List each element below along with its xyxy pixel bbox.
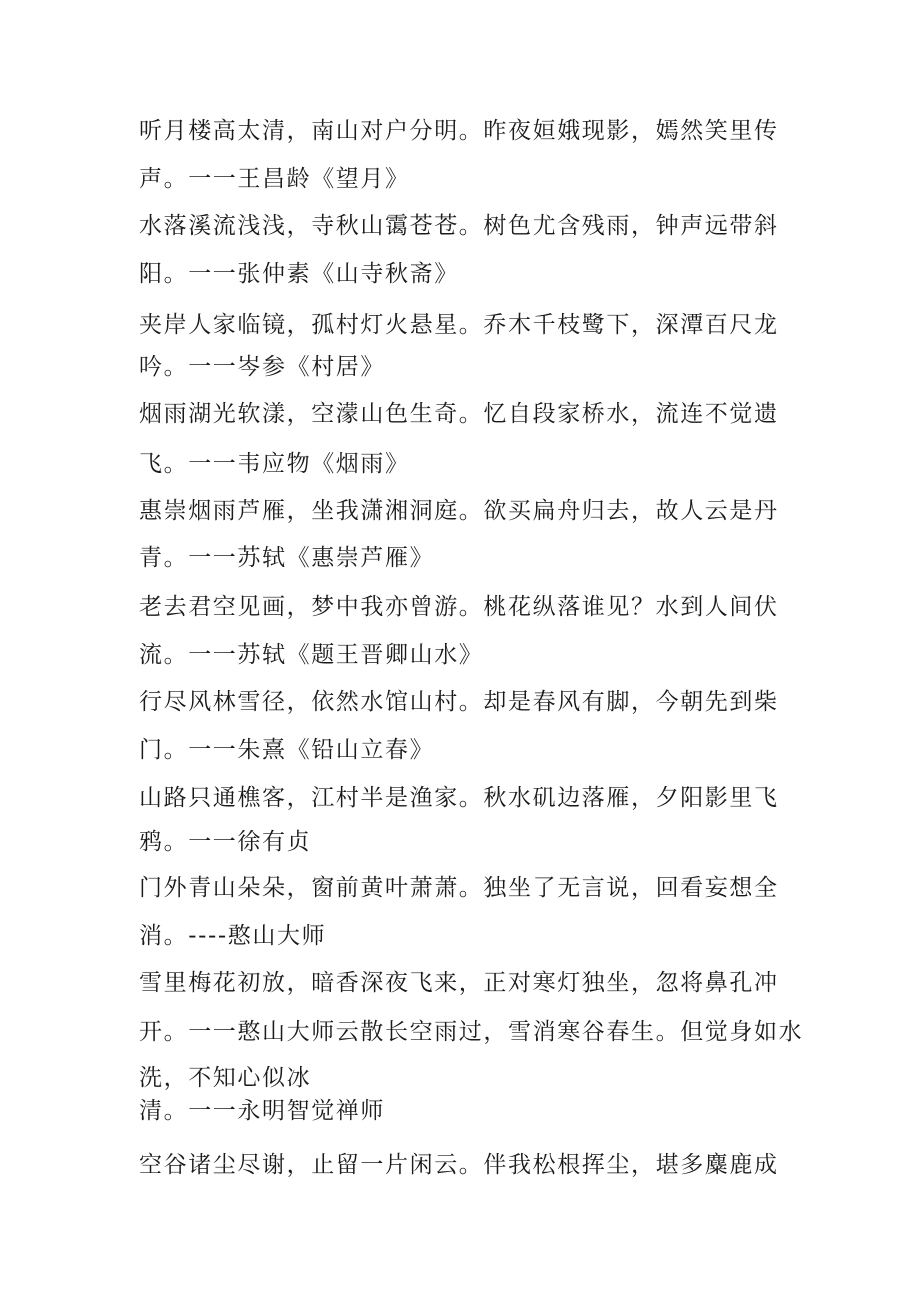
text-line: 青。一一苏轼《惠崇芦雁》 — [139, 545, 435, 571]
text-line: 门。一一朱熹《铅山立春》 — [139, 737, 435, 763]
text-line: 老去君空见画，梦中我亦曾游。桃花纵落谁见？水到人间伏 — [139, 594, 779, 620]
text-line: 洗，不知心似冰 — [139, 1065, 312, 1091]
text-line: 吟。一一岑参《村居》 — [139, 354, 385, 380]
text-line: 消。----憨山大师 — [139, 923, 327, 949]
text-line: 鸦。一一徐有贞 — [139, 829, 312, 855]
text-line: 阳。一一张仲素《山寺秋斋》 — [139, 261, 459, 287]
text-line: 空谷诸尘尽谢，止留一片闲云。伴我松根挥尘，堪多麋鹿成 — [139, 1152, 779, 1178]
text-line: 声。一一王昌龄《望月》 — [139, 166, 410, 192]
text-line: 山路只通樵客，江村半是渔家。秋水矶边落雁，夕阳影里飞 — [139, 785, 779, 811]
text-line: 惠崇烟雨芦雁，坐我潇湘洞庭。欲买扁舟归去，故人云是丹 — [139, 498, 779, 524]
text-line: 听月楼高太清，南山对户分明。昨夜姮娥现影，嫣然笑里传 — [139, 118, 779, 144]
text-line: 门外青山朵朵，窗前黄叶萧萧。独坐了无言说，回看妄想全 — [139, 875, 779, 901]
text-line: 行尽风林雪径，依然水馆山村。却是春风有脚，今朝先到柴 — [139, 689, 779, 715]
text-line: 夹岸人家临镜，孤村灯火悬星。乔木千枝鹭下，深潭百尺龙 — [139, 312, 779, 338]
text-line: 流。一一苏轼《题王晋卿山水》 — [139, 642, 484, 668]
text-line: 开。一一憨山大师云散长空雨过，雪消寒谷春生。但觉身如水 — [139, 1019, 804, 1045]
text-line: 雪里梅花初放，暗香深夜飞来，正对寒灯独坐，忽将鼻孔冲 — [139, 970, 779, 996]
text-line: 水落溪流浅浅，寺秋山霭苍苍。树色尤含残雨，钟声远带斜 — [139, 213, 779, 239]
text-line: 烟雨湖光软漾，空濛山色生奇。忆自段家桥水，流连不觉遗 — [139, 401, 779, 427]
text-line: 清。一一永明智觉禅师 — [139, 1098, 385, 1124]
text-line: 飞。一一韦应物《烟雨》 — [139, 451, 410, 477]
